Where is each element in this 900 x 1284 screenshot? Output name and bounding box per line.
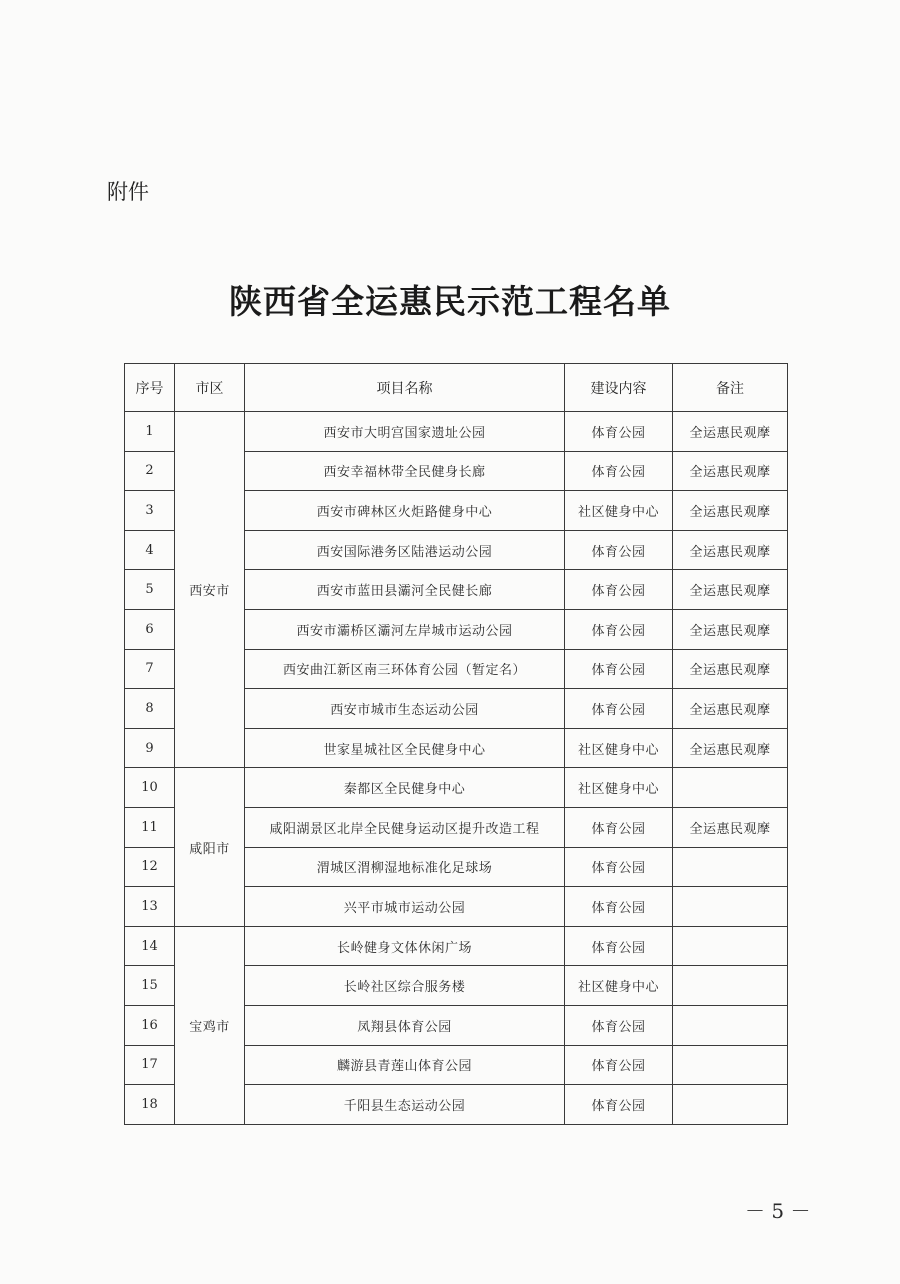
attachment-label: 附件 xyxy=(107,180,149,204)
construction-content: 社区健身中心 xyxy=(565,768,673,808)
row-number: 13 xyxy=(125,887,175,927)
project-name: 西安国际港务区陆港运动公园 xyxy=(245,530,565,570)
note: 全运惠民观摩 xyxy=(673,491,788,531)
row-number: 8 xyxy=(125,689,175,729)
construction-content: 体育公园 xyxy=(565,926,673,966)
project-name: 西安幸福林带全民健身长廊 xyxy=(245,451,565,491)
header-content: 建设内容 xyxy=(565,364,673,412)
row-number: 12 xyxy=(125,847,175,887)
note xyxy=(673,1085,788,1125)
row-number: 7 xyxy=(125,649,175,689)
project-name: 西安曲江新区南三环体育公园（暂定名） xyxy=(245,649,565,689)
row-number: 15 xyxy=(125,966,175,1006)
project-name: 西安市城市生态运动公园 xyxy=(245,689,565,729)
project-name: 渭城区渭柳湿地标准化足球场 xyxy=(245,847,565,887)
construction-content: 体育公园 xyxy=(565,530,673,570)
construction-content: 体育公园 xyxy=(565,649,673,689)
note: 全运惠民观摩 xyxy=(673,530,788,570)
city-cell: 咸阳市 xyxy=(175,768,245,926)
note xyxy=(673,887,788,927)
row-number: 14 xyxy=(125,926,175,966)
note xyxy=(673,926,788,966)
row-number: 17 xyxy=(125,1045,175,1085)
note xyxy=(673,1045,788,1085)
city-cell: 宝鸡市 xyxy=(175,926,245,1124)
note: 全运惠民观摩 xyxy=(673,689,788,729)
note: 全运惠民观摩 xyxy=(673,451,788,491)
note: 全运惠民观摩 xyxy=(673,412,788,452)
row-number: 16 xyxy=(125,1005,175,1045)
note: 全运惠民观摩 xyxy=(673,807,788,847)
row-number: 10 xyxy=(125,768,175,808)
project-table xyxy=(124,363,788,1125)
project-name: 兴平市城市运动公园 xyxy=(245,887,565,927)
construction-content: 体育公园 xyxy=(565,609,673,649)
project-name: 西安市大明宫国家遗址公园 xyxy=(245,412,565,452)
row-number: 11 xyxy=(125,807,175,847)
table-row xyxy=(125,412,788,452)
project-name: 长岭健身文体休闲广场 xyxy=(245,926,565,966)
row-number: 3 xyxy=(125,491,175,531)
construction-content: 社区健身中心 xyxy=(565,966,673,1006)
construction-content: 体育公园 xyxy=(565,689,673,729)
row-number: 18 xyxy=(125,1085,175,1125)
construction-content: 体育公园 xyxy=(565,412,673,452)
row-number: 5 xyxy=(125,570,175,610)
project-name: 秦都区全民健身中心 xyxy=(245,768,565,808)
header-city: 市区 xyxy=(175,364,245,412)
note: 全运惠民观摩 xyxy=(673,728,788,768)
note xyxy=(673,768,788,808)
construction-content: 社区健身中心 xyxy=(565,728,673,768)
table-row xyxy=(125,926,788,966)
row-number: 9 xyxy=(125,728,175,768)
row-number: 6 xyxy=(125,609,175,649)
project-name: 西安市蓝田县灞河全民健长廊 xyxy=(245,570,565,610)
note xyxy=(673,847,788,887)
project-name: 长岭社区综合服务楼 xyxy=(245,966,565,1006)
project-name: 西安市碑林区火炬路健身中心 xyxy=(245,491,565,531)
construction-content: 体育公园 xyxy=(565,887,673,927)
note: 全运惠民观摩 xyxy=(673,649,788,689)
note: 全运惠民观摩 xyxy=(673,609,788,649)
construction-content: 体育公园 xyxy=(565,1085,673,1125)
construction-content: 体育公园 xyxy=(565,807,673,847)
page-number: － 5 － xyxy=(745,1199,811,1223)
project-name: 凤翔县体育公园 xyxy=(245,1005,565,1045)
header-no: 序号 xyxy=(125,364,175,412)
project-name: 咸阳湖景区北岸全民健身运动区提升改造工程 xyxy=(245,807,565,847)
project-name: 西安市灞桥区灞河左岸城市运动公园 xyxy=(245,609,565,649)
header-project-name: 项目名称 xyxy=(245,364,565,412)
table-body xyxy=(125,412,788,1125)
construction-content: 体育公园 xyxy=(565,847,673,887)
construction-content: 体育公园 xyxy=(565,1045,673,1085)
header-note: 备注 xyxy=(673,364,788,412)
city-cell: 西安市 xyxy=(175,412,245,768)
construction-content: 体育公园 xyxy=(565,1005,673,1045)
table-header-row xyxy=(125,364,788,412)
table-row xyxy=(125,768,788,808)
row-number: 2 xyxy=(125,451,175,491)
construction-content: 体育公园 xyxy=(565,570,673,610)
row-number: 4 xyxy=(125,530,175,570)
document-title: 陕西省全运惠民示范工程名单 xyxy=(229,282,671,321)
note xyxy=(673,1005,788,1045)
row-number: 1 xyxy=(125,412,175,452)
project-name: 麟游县青莲山体育公园 xyxy=(245,1045,565,1085)
construction-content: 体育公园 xyxy=(565,451,673,491)
project-name: 世家星城社区全民健身中心 xyxy=(245,728,565,768)
construction-content: 社区健身中心 xyxy=(565,491,673,531)
note xyxy=(673,966,788,1006)
project-name: 千阳县生态运动公园 xyxy=(245,1085,565,1125)
note: 全运惠民观摩 xyxy=(673,570,788,610)
